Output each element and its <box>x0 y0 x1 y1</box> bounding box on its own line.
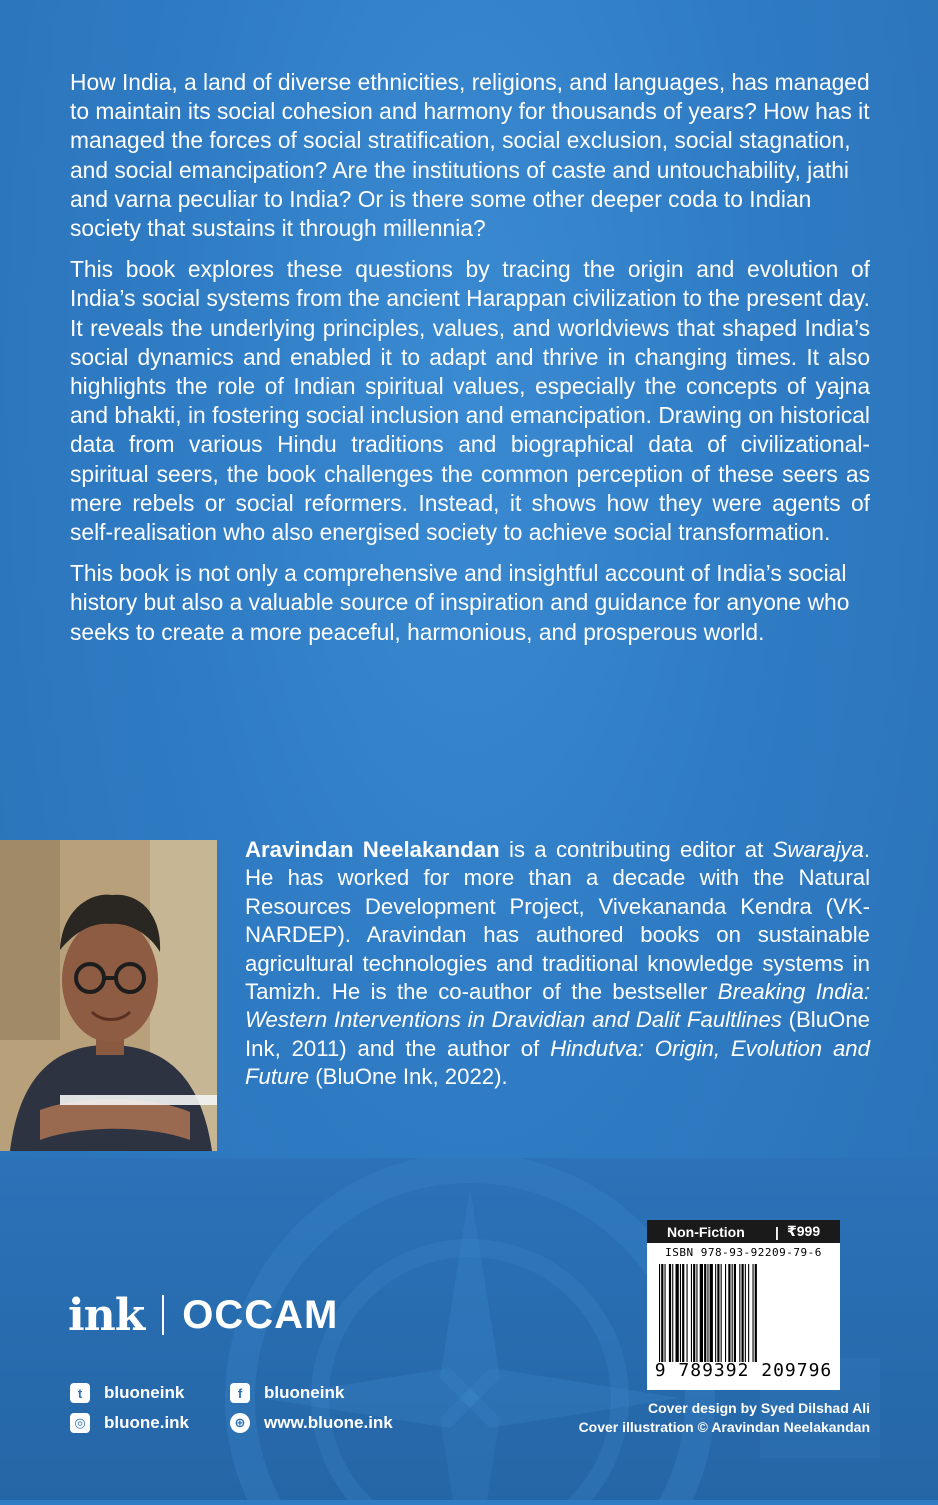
barcode-bar <box>732 1264 733 1362</box>
barcode-bar <box>728 1264 730 1362</box>
cover-illustration-credit: Cover illustration © Aravindan Neelakandan <box>578 1419 870 1435</box>
price-label: ₹999 <box>787 1223 821 1239</box>
author-name: Aravindan Neelakandan <box>245 837 500 862</box>
instagram-handle <box>70 1413 230 1433</box>
author-photo-illustration <box>0 840 217 1151</box>
facebook-handle-label: bluoneink <box>264 1383 345 1402</box>
author-bio-text-3: (BluOne Ink, 2011) and the author of <box>245 1007 870 1061</box>
twitter-icon: t <box>70 1383 90 1403</box>
publisher-logos <box>68 1280 338 1350</box>
barcode-bar <box>725 1264 726 1362</box>
facebook-handle <box>230 1383 410 1403</box>
barcode-bars <box>659 1264 835 1362</box>
twitter-handle <box>70 1383 230 1403</box>
barcode-bar <box>715 1264 716 1362</box>
barcode-bar <box>734 1264 736 1362</box>
blurb-paragraph-1: How India, a land of diverse ethnicities, religions, and languages, has managed to maintain its social cohesion and harmony for thousands of years? How has it managed the forces of social stratification, social exclusion, social stagnation, and social emancipation? Are the institutions of caste and untouchability, jathi and varna peculiar to India? Or is there some other deeper coda to Indian society that sustains it through millennia? <box>70 69 870 242</box>
cover-design-credit: Cover design by Syed Dilshad Ali <box>648 1400 870 1416</box>
blurb-paragraph-3: This book is not only a comprehensive and insightful account of India’s social history but also a valuable source of inspiration and guidance for anyone who seeks to create a more peaceful, harmonious, and prosperous world. <box>70 560 850 645</box>
barcode-bar <box>661 1264 663 1362</box>
barcode-bar <box>676 1264 679 1362</box>
barcode-panel <box>647 1220 840 1390</box>
genre-label: Non-Fiction <box>667 1223 745 1240</box>
price-separator: | <box>775 1223 779 1240</box>
author-bio <box>245 836 870 1092</box>
social-links <box>70 1378 430 1438</box>
ink-logo: ink <box>68 1289 145 1341</box>
price-bar <box>647 1220 840 1243</box>
barcode-bar <box>717 1264 719 1362</box>
instagram-handle-label: bluone.ink <box>104 1413 189 1432</box>
barcode-bar <box>680 1264 681 1362</box>
barcode-bar <box>687 1264 688 1362</box>
author-bio-text-1: is a contributing editor at <box>499 837 773 862</box>
barcode-bar <box>704 1264 706 1362</box>
barcode-bar <box>696 1264 697 1362</box>
barcode-bar <box>755 1264 757 1362</box>
twitter-handle-label: bluoneink <box>104 1383 185 1402</box>
blurb-paragraph-2: This book explores these questions by tracing the origin and evolution of India’s social systems from the ancient Harappan civilization to the present day. It reveals the underlying principles, values, and worldviews that shaped India’s social dynamics and enabled it to adapt and thrive in changing times. It also highlights the role of Indian spiritual values, especially the concepts of yajna and bhakti, in fostering social inclusion and emancipation. Drawing on historical data from various Hindu traditions and biographical data of civilizational-spiritual seers, the book challenges the common perception of these seers as mere rebels or social reformers. Instead, it shows how they were agents of self-realisation who also energised society to achieve social transformation. <box>70 256 870 546</box>
isbn-label: ISBN 978-93-92209-79-6 <box>665 1246 822 1259</box>
facebook-icon: f <box>230 1383 250 1403</box>
publication-swarajya: Swarajya <box>772 837 864 862</box>
barcode-bar <box>682 1264 684 1362</box>
barcode-bar <box>745 1264 746 1362</box>
barcode-bar <box>721 1264 722 1362</box>
barcode-bar <box>753 1264 754 1362</box>
barcode-bar <box>665 1264 666 1362</box>
blurb-text <box>70 68 870 659</box>
barcode-bar <box>691 1264 692 1362</box>
barcode-bar <box>710 1264 713 1362</box>
globe-icon: ⊕ <box>230 1413 250 1433</box>
barcode-bar <box>748 1264 749 1362</box>
barcode-digits: 9 789392 209796 <box>654 1360 833 1381</box>
logo-divider <box>162 1295 164 1335</box>
barcode-bar <box>672 1264 673 1362</box>
book-title-hindutva: Hindutva: Origin, Evolution and Future <box>245 1035 870 1090</box>
barcode-bar <box>739 1264 740 1362</box>
author-photo <box>0 840 217 1151</box>
cover-credits <box>579 1399 870 1437</box>
instagram-icon: ◎ <box>70 1413 90 1433</box>
occam-logo: OCCAM <box>182 1292 339 1337</box>
author-bio-text-4: (BluOne Ink, 2022). <box>309 1064 508 1090</box>
website-label: www.bluone.ink <box>264 1413 393 1432</box>
book-title-breaking-india: Breaking India: Western Interventions in Dravidian and Dalit Faultlines <box>245 979 870 1033</box>
barcode-bar <box>742 1264 744 1362</box>
barcode-bar <box>659 1264 660 1362</box>
website-link <box>230 1413 410 1433</box>
barcode-bar <box>700 1264 703 1362</box>
author-bio-text-2: . He has worked for more than a decade with the Natural Resources Development Project, Vivekananda Kendra (VK-NARDEP). Aravindan has authored books on sustainable agricultural technologies and traditional knowledge systems in Tamizh. He is the co-author of the bestseller <box>245 837 870 1005</box>
barcode-bar <box>707 1264 708 1362</box>
barcode-bar <box>693 1264 695 1362</box>
barcode-bar <box>669 1264 671 1362</box>
author-section <box>0 837 938 1158</box>
